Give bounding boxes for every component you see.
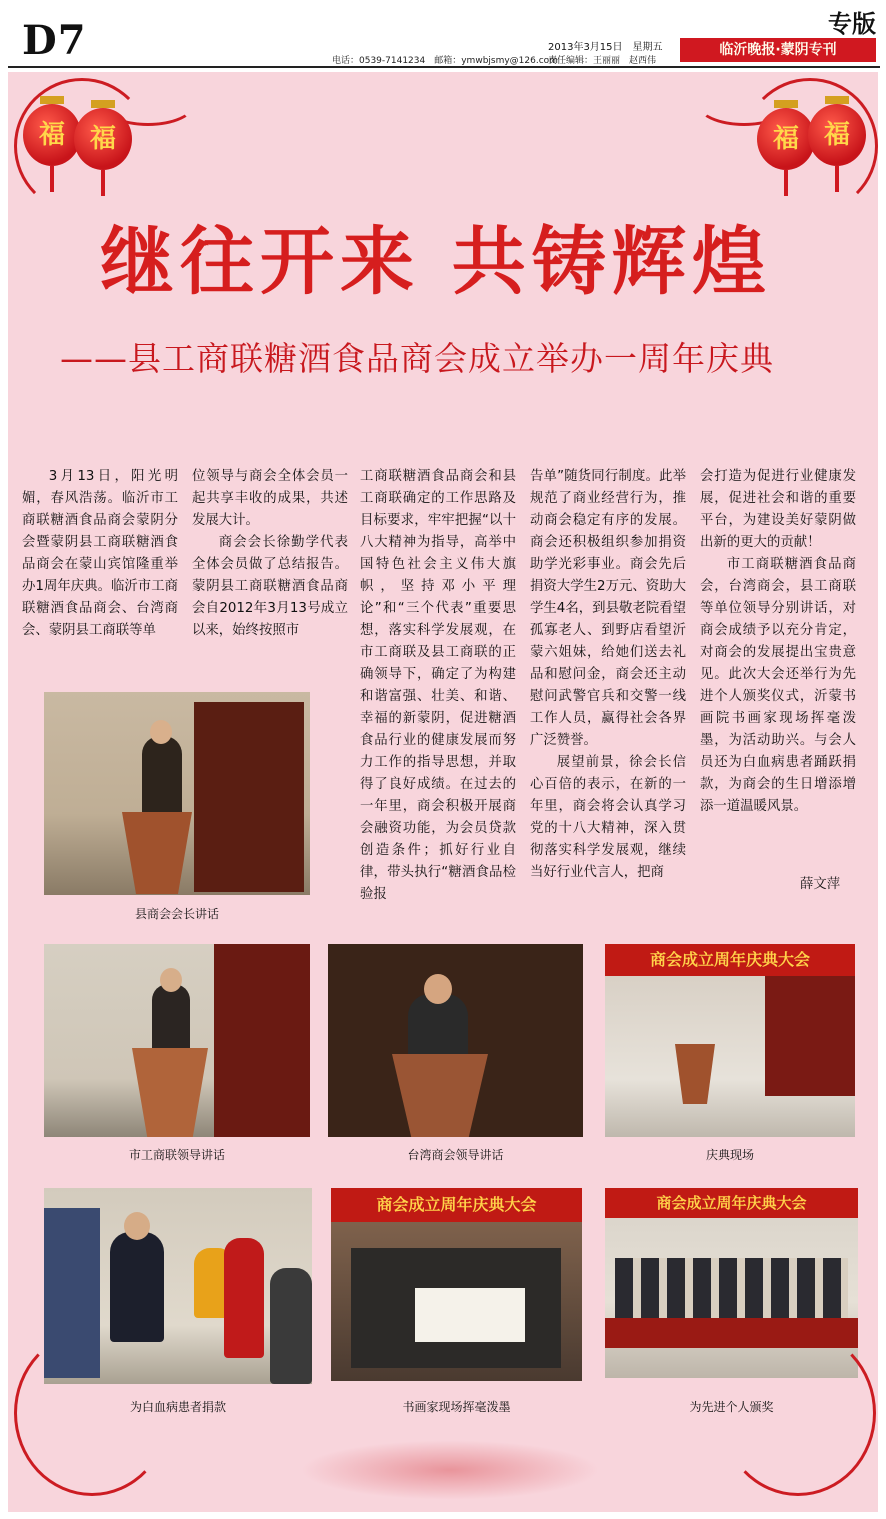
header-rule xyxy=(8,66,880,68)
contact-line: 电话：0539-7141234 邮箱：ymwbjsmy@126.com xyxy=(332,56,558,66)
photo-caption: 庆典现场 xyxy=(705,1148,754,1162)
photo-caption: 台湾商会领导讲话 xyxy=(407,1148,504,1162)
lantern-tassel xyxy=(835,166,839,192)
photo-speaker-1 xyxy=(44,692,310,895)
photo-banner: 商会成立周年庆典大会 xyxy=(605,944,855,976)
section-banner: 临沂晚报·蒙阴专刊 xyxy=(680,38,876,62)
lantern-icon: 福 xyxy=(757,108,815,170)
lantern-icon: 福 xyxy=(74,108,132,170)
text-column-5 xyxy=(700,466,856,818)
photo-speaker-2 xyxy=(44,944,310,1137)
lantern-cap xyxy=(91,100,115,108)
lantern-cap xyxy=(825,96,849,104)
page-number: D7 xyxy=(22,17,87,64)
lantern-icon: 福 xyxy=(808,104,866,166)
paragraph: 工商联糖酒食品商会和县工商联确定的工作思路及目标要求，牢牢把握“以十八大精神为指导，高举中国特色社会主义伟大旗帜，坚持邓小平理论”和“三个代表”重要思想，落实科学发展观，在市工商联及县工商联的正确领导下，确定了为构建和谐富强、壮美、和谐、幸福的新蒙阴，促进糖酒食品行业的健康发展而努力工作的指导思想，并取得了良好成绩。在过去的一年里，商会积极开展商会融资功能，为会员贷款创造条件；抓好行业自律，带头执行“糖酒食品检验报 xyxy=(360,469,516,902)
paragraph: 展望前景，徐会长信心百倍的表示，在新的一年里，商会将会认真学习党的十八大精神，深入贯彻落实科学发展观，继续当好行业代言人，把商 xyxy=(530,755,686,880)
photo-banner: 商会成立周年庆典大会 xyxy=(605,1188,858,1218)
photo-calligraphy xyxy=(331,1188,582,1381)
photo-caption: 为白血病患者捐款 xyxy=(129,1400,226,1414)
lantern-cap xyxy=(774,100,798,108)
issue-date: 2013年3月15日 星期五 xyxy=(548,42,663,53)
text-column-3 xyxy=(360,466,516,906)
floral-ornament-bottom xyxy=(300,1440,600,1500)
text-column-4 xyxy=(530,466,686,884)
section-label: 专版 xyxy=(828,10,876,38)
text-column-1 xyxy=(22,466,178,642)
editor-line: 责任编辑：王丽丽 赵西伟 xyxy=(548,56,657,66)
article-subtitle: ——县工商联糖酒食品商会成立举办一周年庆典 xyxy=(60,339,774,378)
paragraph: 3月13日，阳光明媚，春风浩荡。临沂市工商联糖酒食品商会蒙阴分会暨蒙阴县工商联糖酒食品商会在蒙山宾馆隆重举办1周年庆典。临沂市工商联糖酒食品商会、台湾商会、蒙阴县工商联等单 xyxy=(22,469,178,638)
lantern-tassel xyxy=(784,170,788,196)
paragraph: 会打造为促进行业健康发展，促进社会和谐的重要平台，为建设美好蒙阴做出新的更大的贡献！ xyxy=(700,469,856,550)
photo-venue xyxy=(605,944,855,1137)
swirl-ornament-bottom-right xyxy=(720,1330,876,1496)
swirl-ornament-bottom-left xyxy=(14,1330,170,1496)
author-signature: 薛文萍 xyxy=(800,877,841,892)
photo-caption: 县商会会长讲话 xyxy=(134,907,219,921)
lantern-cap xyxy=(40,96,64,104)
article-title: 继往开来 共铸辉煌 xyxy=(100,219,772,305)
paragraph: 告单”随货同行制度。此举规范了商业经营行为，推动商会稳定有序的发展。商会还积极组织参加捐资助学光彩事业。商会先后捐资大学生2万元、资助大学生4名，到县敬老院看望孤寡老人、到野店看望沂蒙六姐妹，给她们送去礼品和慰问金，商会还主动慰问武警官兵和交警一线工作人员，赢得社会各界广泛赞誉。 xyxy=(530,469,686,748)
lantern-icon: 福 xyxy=(23,104,81,166)
photo-caption: 市工商联领导讲话 xyxy=(128,1148,225,1162)
paragraph: 商会会长徐勤学代表全体会员做了总结报告。蒙阴县工商联糖酒食品商会自2012年3月13号成立以来，始终按照市 xyxy=(192,535,348,638)
lantern-tassel xyxy=(101,170,105,196)
photo-caption: 书画家现场挥毫泼墨 xyxy=(402,1400,511,1414)
photo-speaker-3 xyxy=(328,944,583,1137)
text-column-2 xyxy=(192,466,348,642)
lantern-tassel xyxy=(50,166,54,192)
photo-banner: 商会成立周年庆典大会 xyxy=(331,1188,582,1222)
paragraph: 位领导与商会全体会员一起共享丰收的成果，共述发展大计。 xyxy=(192,469,348,528)
photo-caption: 为先进个人颁奖 xyxy=(689,1400,774,1414)
paragraph: 市工商联糖酒食品商会，台湾商会，县工商联等单位领导分别讲话，对商会成绩予以充分肯定，对商会的发展提出宝贵意见。此次大会还举行为先进个人颁奖仪式，沂蒙书画院书画家现场挥毫泼墨，为活动助兴。与会人员还为白血病患者踊跃捐款，为商会的生日增添增添一道温暖风景。 xyxy=(700,557,856,814)
